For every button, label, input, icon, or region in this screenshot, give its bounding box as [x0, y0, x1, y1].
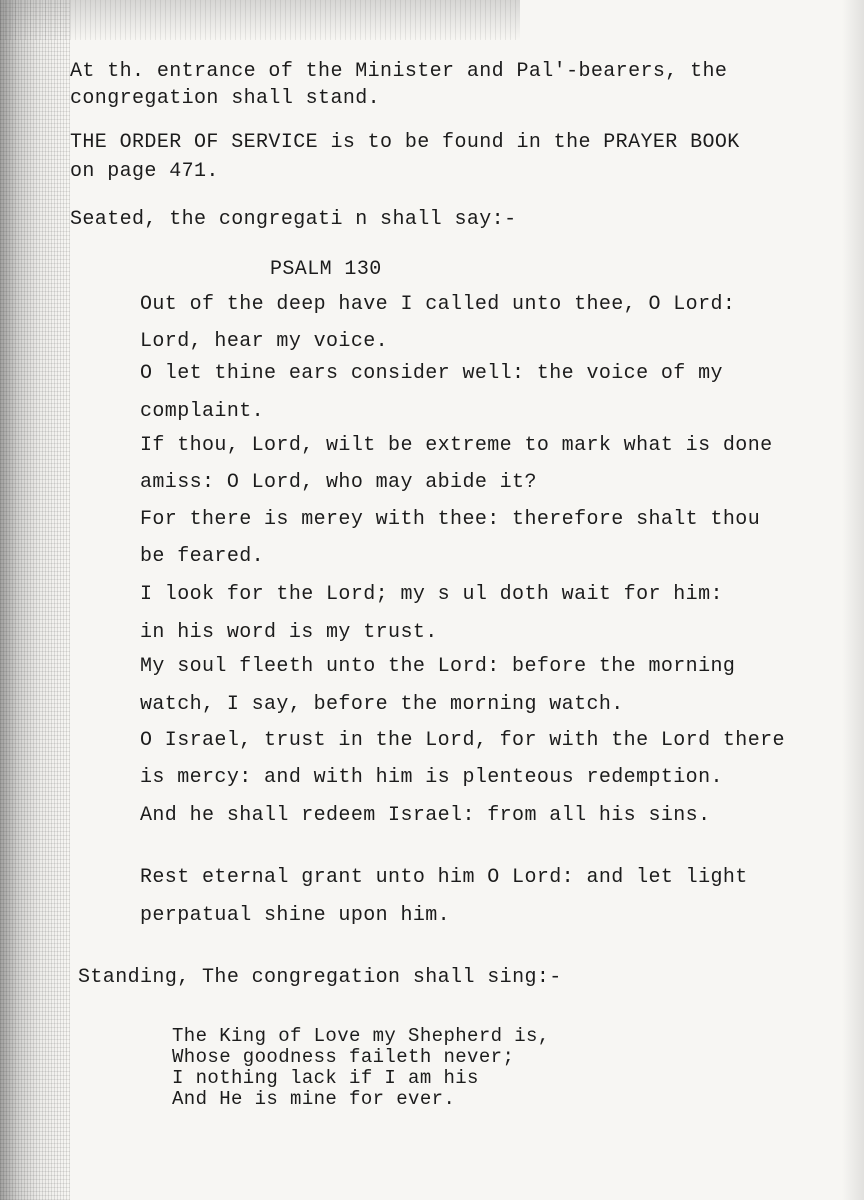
psalm-line-13: O Israel, trust in the Lord, for with the Lord there: [140, 729, 785, 752]
psalm-line-9: I look for the Lord; my s ul doth wait for him:: [140, 583, 723, 606]
order-line-1: THE ORDER OF SERVICE is to be found in the PRAYER BOOK: [70, 131, 740, 154]
intro-line-1: At th. entrance of the Minister and Pal'-bearers, the: [70, 60, 728, 83]
psalm-line-8: be feared.: [140, 545, 265, 568]
psalm-line-4: complaint.: [140, 400, 265, 423]
psalm-line-2: Lord, hear my voice.: [140, 330, 389, 353]
intro-line-2: congregation shall stand.: [70, 87, 381, 110]
photocopy-edge-left: [0, 0, 70, 1200]
psalm-line-12: watch, I say, before the morning watch.: [140, 693, 624, 716]
rest-eternal-line-1: Rest eternal grant unto him O Lord: and let light: [140, 866, 748, 889]
photocopy-edge-right: [842, 0, 864, 1200]
order-line-2: on page 471.: [70, 160, 219, 183]
psalm-line-3: O let thine ears consider well: the voice of my: [140, 362, 723, 385]
psalm-line-14: is mercy: and with him is plenteous redemption.: [140, 766, 723, 789]
standing-instruction: Standing, The congregation shall sing:-: [78, 966, 562, 989]
hymn-verse: [172, 1026, 550, 1110]
hymn-line-4: And He is mine for ever.: [172, 1088, 456, 1110]
psalm-line-10: in his word is my trust.: [140, 621, 438, 644]
seated-instruction: Seated, the congregati n shall say:-: [70, 208, 517, 231]
hymn-line-2: Whose goodness faileth never;: [172, 1046, 515, 1068]
psalm-line-1: Out of the deep have I called unto thee, O Lord:: [140, 293, 736, 316]
hymn-line-1: The King of Love my Shepherd is,: [172, 1025, 550, 1047]
psalm-line-6: amiss: O Lord, who may abide it?: [140, 471, 537, 494]
psalm-line-15: And he shall redeem Israel: from all his sins.: [140, 804, 711, 827]
psalm-line-7: For there is merey with thee: therefore shalt thou: [140, 508, 761, 531]
rest-eternal-line-2: perpatual shine upon him.: [140, 904, 451, 927]
psalm-line-5: If thou, Lord, wilt be extreme to mark what is done: [140, 434, 773, 457]
hymn-line-3: I nothing lack if I am his: [172, 1067, 479, 1089]
psalm-line-11: My soul fleeth unto the Lord: before the morning: [140, 655, 736, 678]
photocopy-edge-top: [0, 0, 520, 40]
psalm-title: PSALM 130: [270, 258, 382, 281]
